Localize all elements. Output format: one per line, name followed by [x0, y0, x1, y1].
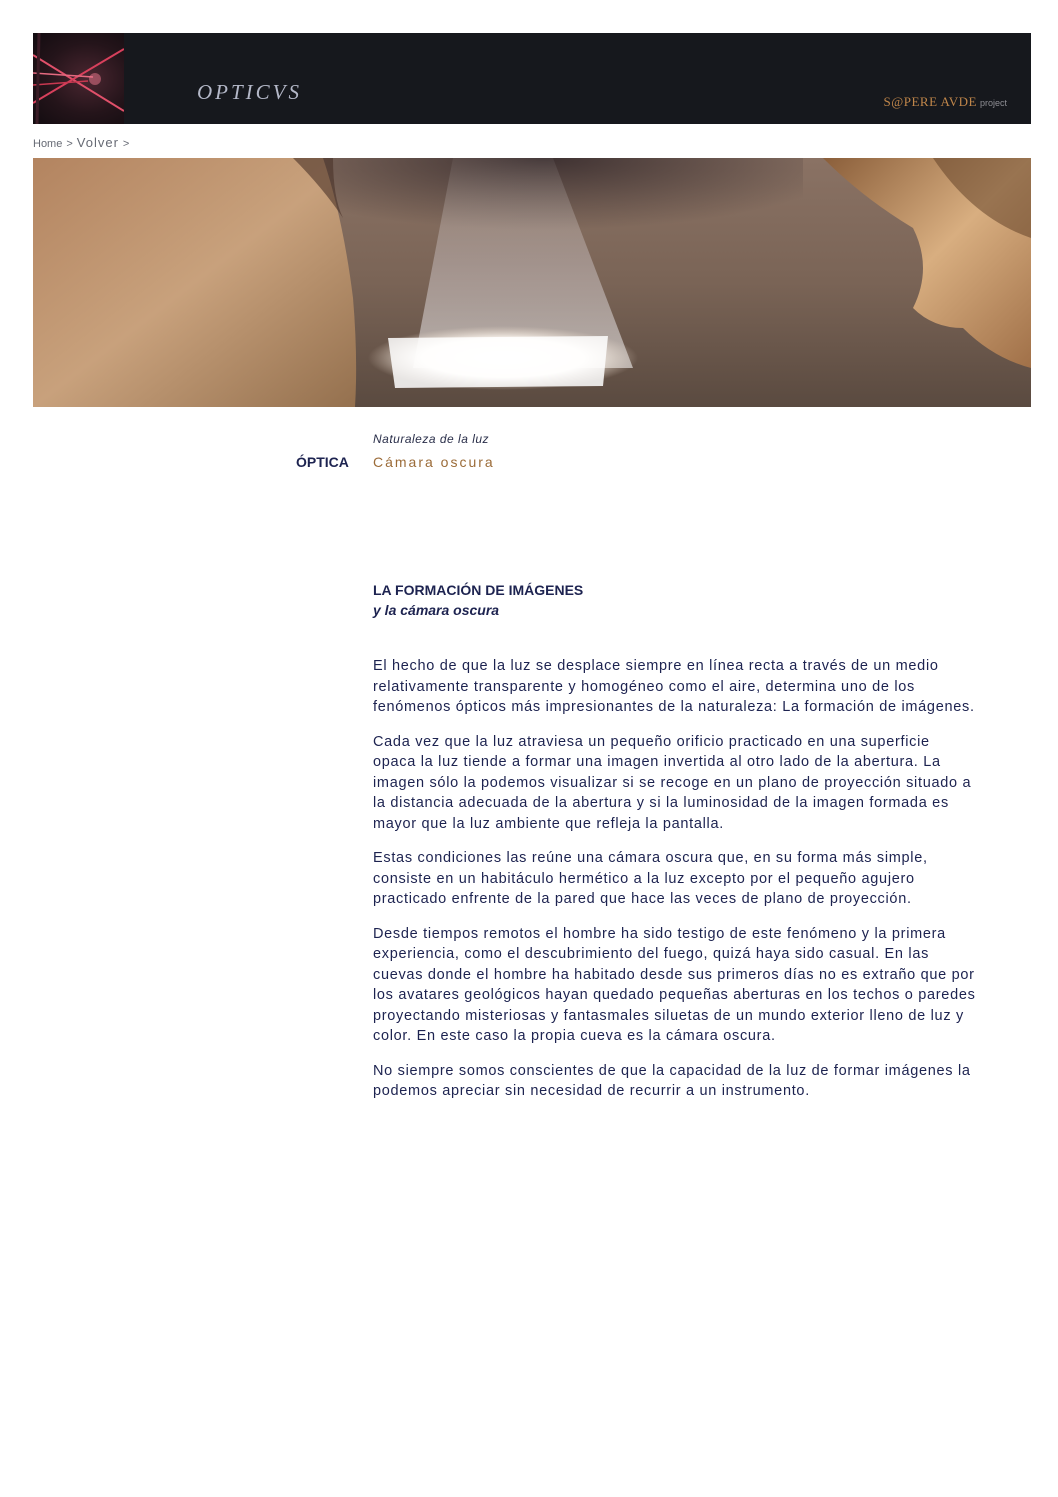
breadcrumb-home-link[interactable]: Home: [33, 138, 63, 150]
project-name: S@PERE AVDE: [883, 94, 977, 109]
topic-link[interactable]: Cámara oscura: [373, 454, 495, 470]
paragraph: El hecho de que la luz se desplace siempre en línea recta a través de un medio relativamente transparente y homogéneo como el aire, determina uno de los fenómenos ópticos más impresionantes de la naturaleza: La formación de imágenes.: [373, 658, 975, 715]
article: [373, 580, 977, 1116]
site-header: [33, 33, 1031, 124]
paragraph: Desde tiempos remotos el hombre ha sido testigo de este fenómeno y la primera experiencia, como el descubrimiento del fuego, quizá haya sido casual. En las cuevas donde el hombre ha habitado desde sus primeros días no es extraño que por los avatares geológicos hayan quedado pequeñas aberturas en los techos o paredes proyectando misteriosas y fantasmales siluetas de un mundo exterior lleno de luz y color. En este caso la propia cueva es la cámara oscura.: [373, 925, 976, 1044]
article-title: LA FORMACIÓN DE IMÁGENES: [373, 582, 584, 598]
article-body: [373, 656, 977, 1102]
breadcrumb-separator: >: [66, 138, 73, 150]
project-brand[interactable]: [884, 94, 1007, 110]
cave-light-beam-image: [33, 158, 1031, 407]
breadcrumb: [33, 135, 133, 150]
banner-image: [33, 158, 1031, 407]
paragraph: Cada vez que la luz atraviesa un pequeño orificio practicado en una superficie opaca la luz tiende a formar una imagen invertida al otro lado de la abertura. La imagen sólo la podemos visualizar si se recoge en un plano de proyección situado a la distancia adecuada de la abertura y si la luminosidad de la imagen formada es mayor que la luz ambiente que refleja la pantalla.: [373, 733, 972, 832]
article-subtitle: y la cámara oscura: [373, 602, 500, 618]
site-title[interactable]: OPTICVS: [197, 80, 302, 104]
subtopic-link[interactable]: Naturaleza de la luz: [373, 432, 490, 446]
breadcrumb-back-link[interactable]: Volver: [76, 135, 119, 150]
breadcrumb-separator: >: [122, 138, 130, 150]
site-logo[interactable]: [33, 33, 124, 124]
project-suffix: project: [979, 98, 1007, 108]
laser-lines-icon: [33, 33, 124, 124]
paragraph: Estas condiciones las reúne una cámara oscura que, en su forma más simple, consiste en un habitáculo hermético a la luz excepto por el pequeño agujero practicado enfrente de la pared que hace las veces de plano de proyección.: [373, 850, 928, 907]
section-label: ÓPTICA: [296, 454, 349, 470]
paragraph: No siempre somos conscientes de que la capacidad de la luz de formar imágenes la podemos apreciar sin necesidad de recurrir a un instrumento.: [373, 1062, 971, 1099]
